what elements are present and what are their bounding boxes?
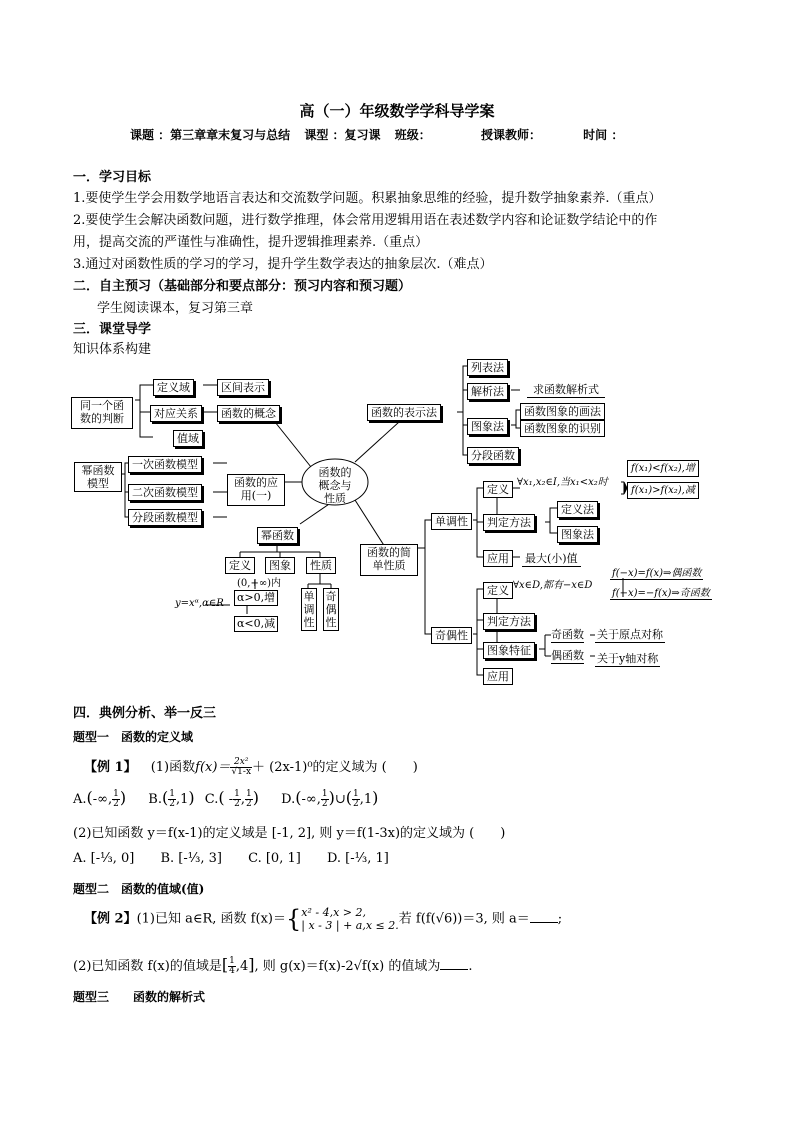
example1-options: A.(-∞, $\frac{1}{2}$ ) B.( $\frac{1}{2}$ ,1) C.( - $\frac{1}{2}$ , $\frac{1}{2}$ ) D.(-∞, $\frac{1}{2}$ )∪( $\frac{1}{2}$ ,1): [73, 788, 379, 809]
power-model-node: 幂函数模型: [74, 462, 122, 492]
correspond-node: 对应关系: [150, 405, 202, 422]
teacher-label: 授课教师：: [480, 128, 541, 142]
ex2-piece2: | x - 3 | + a,x ≤ 2.: [301, 919, 399, 932]
pf-def-node: 定义: [225, 557, 255, 574]
represent-node: 函数的表示法: [367, 404, 441, 421]
range-node: 值域: [173, 430, 203, 447]
type-label: 课型 ：复习课: [304, 128, 381, 142]
mono-cond: ∀x₁,x₂∈I,当x₁<x₂时: [517, 477, 608, 488]
maxmin-node: 最大(小)值: [522, 550, 581, 567]
q2-opt-a: A. [-⅓, 0]: [73, 851, 135, 866]
ex1-label: 【例 1】: [84, 760, 137, 775]
pf-prop-node: 性质: [306, 557, 336, 574]
func-concept-node: 函数的概念: [217, 405, 280, 422]
ex1-fx: f(x)＝: [195, 760, 231, 775]
parity-node: 奇偶性: [431, 627, 472, 644]
goal-2: 2.要使学生会解决函数问题，进行数学推理，体会常用逻辑用语在表述数学内容和论证数学结论中的作: [73, 213, 658, 228]
q2-opt-b: B. [-⅓, 3]: [160, 851, 222, 866]
knowledge-map: [65, 352, 730, 692]
goal-2-cont: 用，提高交流的严谨性与准确性，提升逻辑推理素养.（重点）: [73, 235, 429, 250]
page-title: 高（一）年级数学学科导学案: [299, 102, 495, 120]
ex1-den: √1-x: [231, 767, 252, 777]
q2-opt-c: C. [0, 1]: [248, 851, 301, 866]
pf-interval: (0,+∞)内: [237, 578, 282, 589]
ex1-text-b: ＋ (2x-1)⁰的定义域为 ( ): [252, 760, 418, 775]
q2-opt-d: D. [-⅓, 1]: [326, 851, 389, 866]
mono-dec: f(x₁)>f(x₂),减: [627, 482, 699, 499]
ex2-text-b: 若 f(f(√6))＝3, 则 a＝: [398, 911, 530, 927]
find-expr-node: 求函数解析式: [527, 381, 605, 398]
type2-heading: 题型二 函数的值域(值): [73, 882, 205, 896]
identify-node: 函数图象的识别: [520, 420, 605, 437]
par-feature-node: 图象特征: [483, 642, 535, 659]
pf-graph-node: 图象: [265, 557, 295, 574]
section2-body: 学生阅读课本，复习第三章: [97, 301, 254, 316]
section3-heading: 三．课堂导学: [73, 322, 152, 337]
interval-node: 区间表示: [217, 379, 269, 396]
analytic-node: 解析法: [467, 383, 508, 400]
example2-q2: (2)已知函数 f(x)的值域是[ $\frac{1}{4}$ ,4], 则 g(x)＝f(x)-2√f(x) 的值域为 .: [73, 955, 473, 976]
odd-func-node: 奇函数: [551, 628, 584, 641]
even-sym: 关于y轴对称: [597, 652, 659, 665]
same-function-node: 同一个函数的判断: [71, 397, 133, 429]
draw-node: 函数图象的画法: [520, 403, 605, 420]
section3-sub: 知识体系构建: [73, 342, 152, 357]
center-label: 函数的概念与性质: [318, 466, 352, 505]
piecewise-model-node: 分段函数模型: [128, 509, 202, 526]
linear-model-node: 一次函数模型: [128, 456, 202, 473]
opt-b-label: B.: [148, 792, 162, 807]
ex1-text-a: (1)函数: [150, 760, 196, 775]
section4-heading: 四．典例分析、举一反三: [73, 706, 217, 721]
example2-q1: 【例 2】(1)已知 a∈R, 函数 f(x)＝{ x² - 4,x > 2, | x - 3 | + a,x ≤ 2. 若 f(f(√6))＝3, 则 a＝ ;: [84, 905, 563, 933]
par-judge-node: 判定方法: [483, 613, 535, 630]
example1-q2: (2)已知函数 y＝f(x-1)的定义域是 [-1, 2], 则 y＝f(1-3x)的定义域为 ( ): [73, 826, 506, 841]
pf-formula: y=xᵅ,α∈R: [175, 598, 224, 609]
pf-mono-node: 单调性: [301, 588, 317, 631]
ex2-q2-end: .: [468, 959, 473, 974]
odd-rule: f(−x)=−f(x)⇒奇函数: [610, 584, 712, 600]
goal-1: 1.要使学生学会用数学地语言表达和交流数学问题。积累抽象思维的经验，提升数学抽象素养.（重点）: [73, 191, 662, 206]
ex2-q2-text-a: (2)已知函数 f(x)的值域是: [73, 959, 222, 974]
ex2-q2-text-b: , 则 g(x)＝f(x)-2√f(x) 的值域为: [254, 959, 441, 974]
pf-inc: α>0,增: [234, 590, 278, 606]
ex2-piece1: x² - 4,x > 2,: [301, 906, 366, 919]
pf-parity-node: 奇偶性: [323, 588, 339, 631]
judge-def-node: 定义法: [557, 501, 598, 518]
ex2-answer-blank[interactable]: [530, 912, 558, 923]
lesson-meta: [130, 126, 633, 143]
example1-q2-options: [73, 851, 389, 866]
judge-node: 判定方法: [483, 514, 535, 531]
section2-heading: 二．自主预习（基础部分和要点部分：预习内容和预习题）: [73, 279, 412, 294]
power-func-node: 幂函数: [257, 527, 298, 544]
par-apply-node: 应用: [483, 668, 513, 685]
ex1-fraction: [230, 758, 252, 777]
ex2-end: ;: [557, 911, 563, 927]
topic-label: 课题 ：第三章章末复习与总结: [130, 128, 291, 142]
judge-graph-node: 图象法: [557, 526, 598, 543]
ex1-num: 2x²: [230, 758, 252, 768]
even-rule: f(−x)=f(x)⇒偶函数: [610, 564, 703, 580]
par-def-node: 定义: [483, 582, 513, 599]
ex2-q2-blank[interactable]: [440, 959, 468, 970]
pf-dec: α<0,减: [234, 616, 278, 632]
ex2-piecewise: [301, 906, 399, 932]
mono-inc: f(x₁)<f(x₂),增: [627, 460, 699, 477]
quadratic-model-node: 二次函数模型: [128, 484, 202, 501]
opt-d-label: D.: [281, 792, 296, 807]
goal-3: 3.通过对函数性质的学习的学习，提升学生数学表达的抽象层次.（难点）: [73, 257, 493, 272]
opt-a-label: A.: [73, 792, 87, 807]
graphic-node: 图象法: [467, 418, 508, 435]
list-node: 列表法: [467, 359, 508, 376]
ex2-text-a: (1)已知 a∈R, 函数 f(x)＝: [136, 911, 286, 927]
class-label: 班级：: [394, 128, 431, 142]
time-label: 时间 ：: [583, 128, 624, 142]
odd-sym: 关于原点对称: [597, 628, 663, 641]
simple-prop-node: 函数的简单性质: [360, 544, 418, 576]
par-cond: ∀x∈D,都有−x∈D: [513, 580, 593, 591]
application-node: 函数的应用(一): [227, 474, 285, 506]
section1-heading: 一．学习目标: [73, 170, 152, 185]
apply-node: 应用: [483, 550, 513, 567]
mono-node: 单调性: [431, 513, 472, 530]
example1-q1: [84, 756, 418, 777]
mono-def-node: 定义: [483, 481, 513, 498]
even-func-node: 偶函数: [551, 649, 584, 662]
domain-node: 定义域: [153, 379, 194, 396]
ex2-label: 【例 2】: [84, 911, 137, 927]
opt-c-label: C.: [204, 792, 219, 807]
type3-heading: 题型三 函数的解析式: [73, 990, 206, 1004]
piecewise-node: 分段函数: [467, 447, 519, 464]
type1-heading: 题型一 函数的定义域: [73, 730, 194, 744]
